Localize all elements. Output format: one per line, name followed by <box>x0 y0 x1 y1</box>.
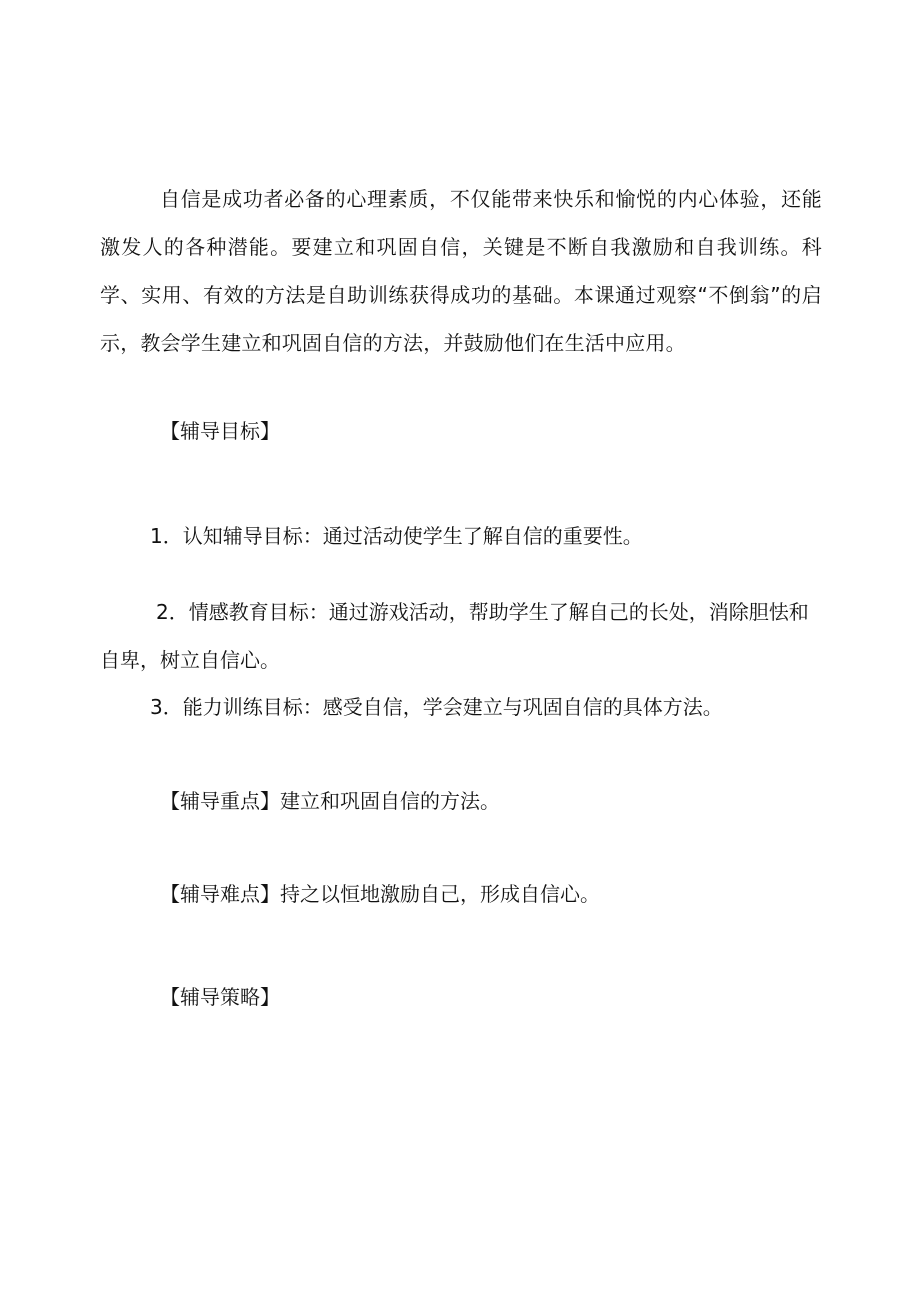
goal-item-ability: 3．能力训练目标：感受自信，学会建立与巩固自信的具体方法。 <box>150 695 723 719</box>
goal-item-cognitive: 1．认知辅导目标：通过活动使学生了解自信的重要性。 <box>150 524 643 548</box>
section-key-point: 【辅导重点】建立和巩固自信的方法。 <box>160 789 500 813</box>
goal-item-emotional: 2．情感教育目标：通过游戏活动，帮助学生了解自己的长处，消除胆怯和自卑，树立自信心。 <box>100 600 809 672</box>
section-heading-strategy: 【辅导策略】 <box>160 985 280 1009</box>
section-heading-targets: 【辅导目标】 <box>160 419 280 443</box>
intro-paragraph: 自信是成功者必备的心理素质，不仅能带来快乐和愉悦的内心体验，还能激发人的各种潜能。要建立和巩固自信，关键是不断自我激励和自我训练。科学、实用、有效的方法是自助训练获得成功的基础。本课通过观察“不倒翁”的启示，教会学生建立和巩固自信的方法，并鼓励他们在生活中应用。 <box>100 187 822 355</box>
section-difficulty: 【辅导难点】持之以恒地激励自己，形成自信心。 <box>160 882 600 906</box>
